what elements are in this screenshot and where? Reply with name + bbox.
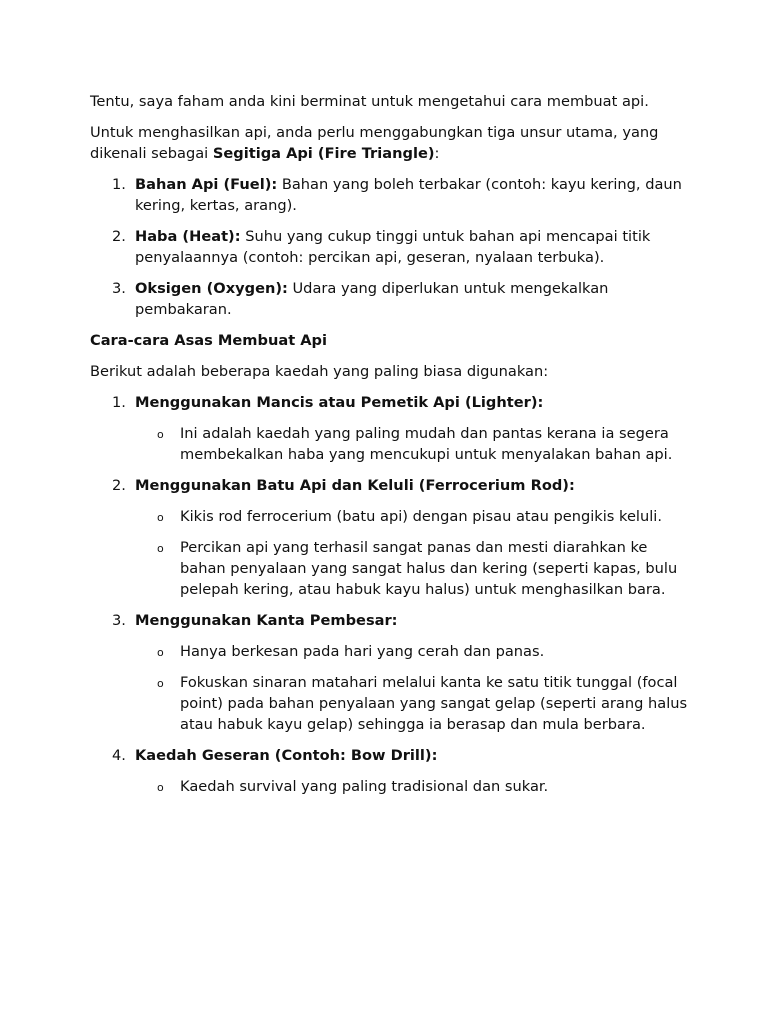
fire-triangle-intro (90, 122, 690, 164)
sub-item-text: Percikan api yang terhasil sangat panas dan mesti diarahkan ke bahan penyalaan yang sangat halus dan kering (seperti kapas, bulu pelepah kering, atau habuk kayu halus) untuk menghasilkan bara. (180, 539, 678, 598)
element-description: Udara yang diperlukan untuk mengekalkan pembakaran. (135, 280, 609, 318)
bullet-icon: o (157, 677, 164, 690)
list-number: 1. (112, 394, 126, 411)
methods-list (90, 392, 690, 797)
sub-item-text: Kikis rod ferrocerium (batu api) dengan pisau atau pengikis keluli. (180, 508, 662, 525)
intro-paragraph: Tentu, saya faham anda kini berminat untuk mengetahui cara membuat api. (90, 93, 649, 110)
bullet-icon: o (157, 511, 164, 524)
sub-list-item (135, 537, 690, 600)
method-title: Menggunakan Batu Api dan Keluli (Ferrocerium Rod): (135, 477, 575, 494)
element-description: Bahan yang boleh terbakar (contoh: kayu kering, daun kering, kertas, arang). (135, 176, 682, 214)
fire-triangle-term: Segitiga Api (Fire Triangle) (212, 145, 435, 162)
element-term: Oksigen (Oxygen): (135, 280, 288, 297)
sub-list-item (135, 423, 690, 465)
element-term: Bahan Api (Fuel): (135, 176, 278, 193)
method-title: Menggunakan Kanta Pembesar: (135, 612, 398, 629)
list-item (90, 226, 690, 268)
fire-elements-list (90, 174, 690, 320)
method-points (135, 776, 690, 797)
sub-item-text: Fokuskan sinaran matahari melalui kanta ke satu titik tunggal (focal point) pada bahan penyalaan yang sangat gelap (seperti arang halus atau habuk kayu gelap) sehingga ia berasap dan mula berbara. (180, 674, 688, 733)
list-number: 2. (112, 228, 126, 245)
method-title: Menggunakan Mancis atau Pemetik Api (Lighter): (135, 394, 544, 411)
list-item (90, 278, 690, 320)
method-item (90, 475, 690, 600)
sub-item-text: Ini adalah kaedah yang paling mudah dan pantas kerana ia segera membekalkan haba yang mencukupi untuk menyalakan bahan api. (180, 425, 673, 463)
document-page (90, 91, 690, 807)
bullet-icon: o (157, 542, 164, 555)
list-number: 4. (112, 747, 126, 764)
fire-triangle-colon: : (434, 145, 440, 162)
sub-item-text: Kaedah survival yang paling tradisional dan sukar. (180, 778, 549, 795)
sub-list-item (135, 641, 690, 662)
element-description: Suhu yang cukup tinggi untuk bahan api mencapai titik penyalaannya (contoh: percikan api, geseran, nyalaan terbuka). (135, 228, 651, 266)
bullet-icon: o (157, 781, 164, 794)
method-item (90, 610, 690, 735)
sub-list-item (135, 506, 690, 527)
list-number: 3. (112, 280, 126, 297)
sub-list-item (135, 672, 690, 735)
bullet-icon: o (157, 646, 164, 659)
sub-item-text: Hanya berkesan pada hari yang cerah dan panas. (180, 643, 545, 660)
method-points (135, 423, 690, 465)
methods-heading: Cara-cara Asas Membuat Api (90, 332, 327, 349)
method-item (90, 392, 690, 465)
sub-list-item (135, 776, 690, 797)
bullet-icon: o (157, 428, 164, 441)
method-points (135, 641, 690, 735)
method-points (135, 506, 690, 600)
element-term: Haba (Heat): (135, 228, 241, 245)
fire-triangle-intro-text: Untuk menghasilkan api, anda perlu menggabungkan tiga unsur utama, yang dikenali sebagai (90, 124, 659, 162)
method-title: Kaedah Geseran (Contoh: Bow Drill): (135, 747, 438, 764)
list-item (90, 174, 690, 216)
methods-intro: Berikut adalah beberapa kaedah yang paling biasa digunakan: (90, 363, 549, 380)
list-number: 1. (112, 176, 126, 193)
list-number: 3. (112, 612, 126, 629)
list-number: 2. (112, 477, 126, 494)
method-item (90, 745, 690, 797)
